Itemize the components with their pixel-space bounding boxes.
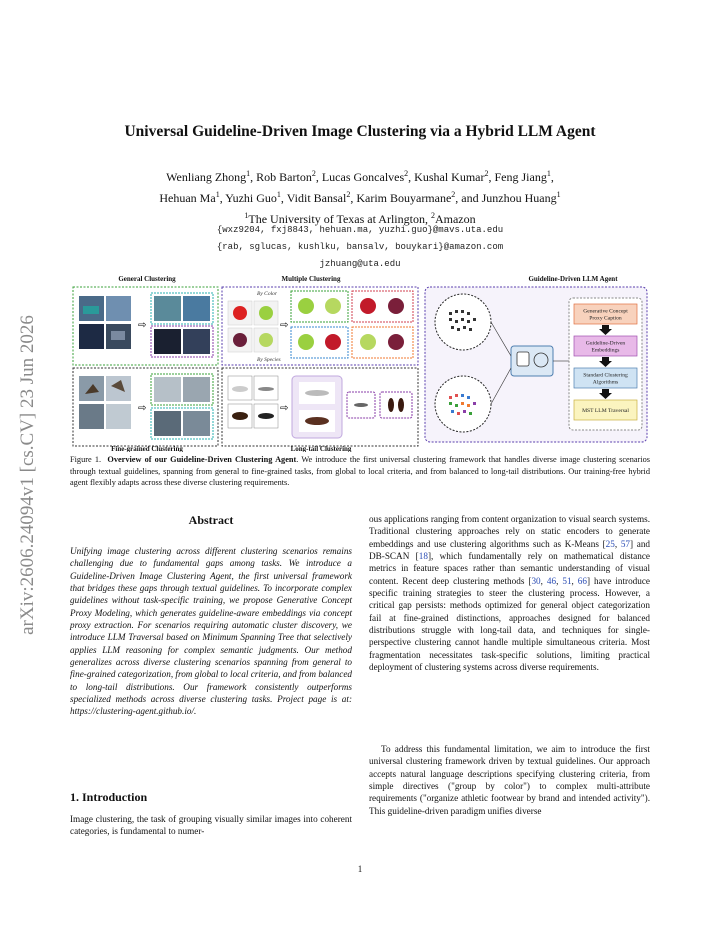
paper-title: Universal Guideline-Driven Image Clustering via a Hybrid LLM Agent	[124, 123, 596, 140]
author-name: Hehuan Ma	[159, 191, 216, 205]
author-name: Vidit Bansal	[286, 191, 347, 205]
arxiv-stamp-text: arXiv:2606.24094v1 [cs.CV] 23 Jun 2026	[17, 315, 38, 635]
general-input-images	[79, 296, 131, 349]
email-line-3: jzhuang@uta.edu	[319, 259, 401, 269]
author-separator: ,	[350, 191, 357, 205]
body-text: ,	[540, 575, 547, 586]
right-paragraph-1	[369, 513, 650, 673]
arrow-icon: ⇨	[138, 320, 147, 331]
pipeline-step-label: Standard Clustering	[583, 372, 628, 379]
pipeline-step-label: Embeddings	[591, 347, 620, 354]
abstract-text: Unifying image clustering across different clustering scenarios remains challenging due to fundamental gaps among tasks. We introduce a Guideline-Driven Image Clustering Agent, the first universal framework that bridges these gaps through textual guidelines. To incorporate complex guidelines without task-specific training, we propose Generative Concept Proxy Modeling, which generates guideline-aware embeddings via concept proxy extraction. For scenarios requiring automatic cluster discovery, we introduce LLM Traversal based on Minimum Spanning Tree that selectively applies LLM reasoning for complex semantic judgments. Our method generalizes across diverse clustering scenarios spanning from general to fine-grained categorization, from global to local criteria, and from balanced to long-tail distributions. Our framework consistently outperforms specialized methods across diverse clustering tasks. Project page is at: https://clustering-agent.github.io/.	[70, 546, 352, 717]
pipeline-step-label: Guideline-Driven	[585, 340, 626, 347]
author-name: Yuzhi Guo	[225, 191, 277, 205]
affiliation-2: Amazon	[434, 212, 476, 226]
author-name: Rob Barton	[256, 170, 312, 184]
email-line-1: {wxz9204, fxj8843, hehuan.ma, yuzhi.guo}@mavs.uta.edu	[216, 225, 504, 235]
pipeline-step-label: MST LLM Traversal	[582, 408, 629, 414]
citation-link[interactable]: 18	[418, 551, 428, 562]
body-text: ,	[556, 575, 563, 586]
label-by-color: By Color	[257, 291, 278, 297]
panel-label-longtail: Long-tail Clustering	[290, 445, 352, 452]
email-block	[80, 222, 640, 273]
email-line-2: {rab, sglucas, kushlku, bansalv, bouykari}@amazon.com	[216, 242, 504, 252]
author-affiliation-sup: 2	[346, 190, 351, 199]
panel-label-finegrained: Fine-grained Clustering	[111, 445, 183, 452]
author-separator: ,	[488, 170, 495, 184]
page-number: 1	[357, 864, 363, 874]
body-text: ], which fundamentally rely on mathematical distance metrics in feature spaces rather than semantic understanding of visual content. Recent deep clustering methods [	[369, 551, 651, 586]
author-line-2	[80, 186, 640, 207]
affiliation-sup-1: 1	[244, 211, 249, 220]
shoe-input-images	[228, 376, 278, 428]
author-name: Lucas Goncalves	[321, 170, 405, 184]
input-points-circle	[435, 294, 491, 350]
citation-link[interactable]: 25	[605, 538, 615, 549]
multiple-panel-border	[222, 287, 418, 365]
author-line-1	[80, 165, 640, 186]
author-separator: ,	[280, 191, 287, 205]
right-paragraph-2: To address this fundamental limitation, we aim to introduce the first universal clustering framework driven by textual guidelines. Our approach accepts natural language descriptions specifying clustering criteria, from simple directives ("group by color") to complex multi-attribute requirements ("organize athletic footwear by brand and intended activity"). This guideline-driven paradigm unifies diverse	[369, 744, 650, 816]
panel-label-agent: Guideline-Driven LLM Agent	[528, 276, 618, 283]
author-separator: ,	[315, 170, 322, 184]
body-text: ,	[614, 538, 621, 549]
author-name: Kushal Kumar	[414, 170, 485, 184]
body-text: ous applications ranging from content organization to visual search systems. Traditional clustering approaches rely on static encoders to generate embeddings and use clustering algorithms such as K-Means [	[369, 514, 650, 549]
body-text: ,	[571, 575, 578, 586]
arrow-icon: ⇨	[280, 320, 289, 331]
caption-text: . We introduce the first universal clustering framework that handles diverse image clustering scenarios through textual guidelines, spanning from general to fine-grained tasks, from global to local criteria, and from balanced to long-tail distributions. Our training-free hybrid agent flexibly adapts across these diverse clustering requirements.	[70, 455, 650, 488]
author-name: Feng Jiang	[494, 170, 547, 184]
pipeline-step-label: Generative Concept	[583, 308, 628, 315]
caption-bold: Overview of our Guideline-Driven Clustering Agent	[107, 455, 297, 464]
author-affiliation-sup: 2	[484, 169, 489, 178]
author-affiliation-sup: 2	[404, 169, 409, 178]
author-affiliation-sup: 1	[246, 169, 251, 178]
arxiv-stamp	[8, 260, 48, 690]
label-by-species: By Species	[257, 357, 281, 363]
author-affiliation-sup: 1	[546, 169, 551, 178]
intro-paragraph: Image clustering, the task of grouping visually similar images into coherent categories, is fundamental to numer-	[70, 814, 352, 837]
author-name: Junzhou Huang	[481, 191, 557, 205]
figure-caption	[70, 454, 650, 489]
pipeline-step-label: Algorithms	[592, 379, 619, 386]
citation-link[interactable]: 66	[577, 575, 587, 586]
caption-label: Figure 1.	[70, 455, 102, 464]
section-heading-introduction: 1. Introduction	[70, 790, 148, 804]
author-separator: ,	[250, 170, 257, 184]
author-affiliation-sup: 1	[556, 190, 561, 199]
panel-label-multiple: Multiple Clustering	[281, 276, 341, 283]
affiliation-1: The University of Texas at Arlington,	[248, 212, 431, 226]
figure-1	[71, 276, 649, 452]
affiliation-sup-2: 2	[430, 211, 435, 220]
author-affiliation-sup: 2	[311, 169, 316, 178]
arrow-icon: ⇨	[280, 403, 289, 414]
author-separator: , and	[455, 191, 482, 205]
author-separator: ,	[408, 170, 415, 184]
abstract-heading: Abstract	[188, 513, 234, 527]
panel-label-general: General Clustering	[118, 276, 176, 283]
author-separator: ,	[550, 170, 554, 184]
citation-link[interactable]: 51	[562, 575, 572, 586]
author-affiliation-sup: 1	[276, 190, 281, 199]
body-text: ] and DB-SCAN [	[369, 538, 651, 562]
arrow-icon: ⇨	[138, 403, 147, 414]
fruit-input-images	[228, 301, 278, 352]
citation-link[interactable]: 57	[620, 538, 630, 549]
citation-link[interactable]: 30	[531, 575, 541, 586]
author-name: Wenliang Zhong	[166, 170, 247, 184]
body-text: ] have introduce specific training strategies to steer the clustering process. However, a critical gap persists: methods optimized for general object categorization fail at fine-grained distinctions, approaches designed for balanced distributions struggle with long-tail data, and techniques for single-perspective clustering cannot handle multiple simultaneous criteria. Most fragmentation necessitates task-specific solutions, limiting practical deployment of clustering systems across diverse requirements.	[369, 575, 651, 673]
author-affiliation-sup: 2	[451, 190, 456, 199]
author-separator: ,	[219, 191, 226, 205]
author-affiliation-sup: 1	[215, 190, 220, 199]
author-name: Karim Bouyarmane	[356, 191, 452, 205]
robot-icon	[517, 352, 529, 366]
author-block	[80, 165, 640, 228]
citation-link[interactable]: 46	[546, 575, 557, 586]
bird-input-images	[79, 376, 131, 429]
pipeline-step-label: Proxy Caption	[589, 315, 622, 322]
